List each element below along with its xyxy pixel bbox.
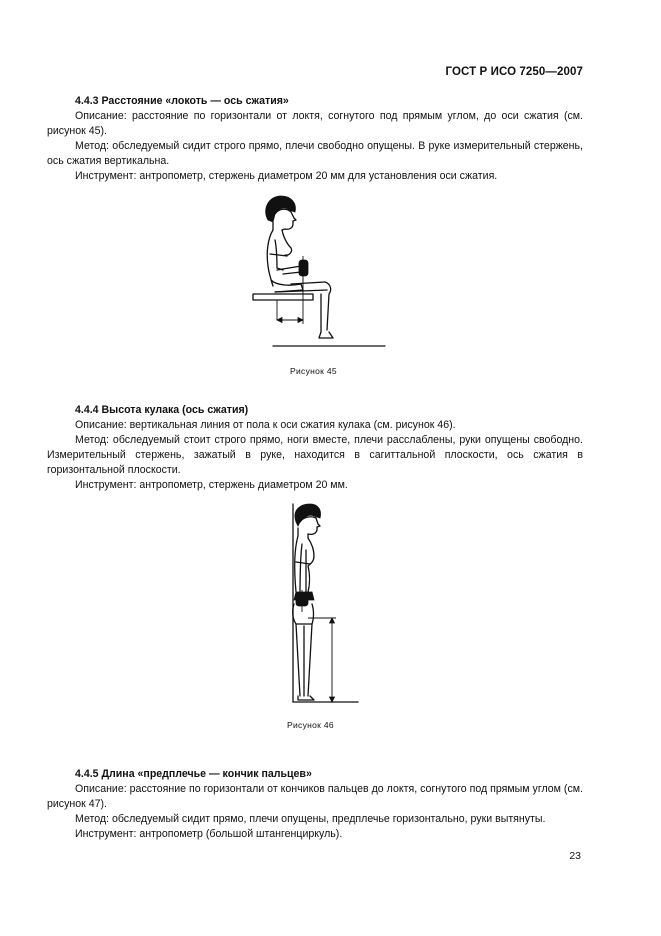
figure-46-hair	[295, 504, 321, 526]
section-instrument: Инструмент: антропометр (большой штангенциркуль).	[75, 828, 343, 840]
section-instrument: Инструмент: антропометр, стержень диаметром 20 мм.	[75, 479, 348, 491]
figure-45-caption: Рисунок 45	[290, 366, 337, 376]
figure-45-fist	[299, 260, 308, 276]
figure-46-illustration	[270, 500, 380, 710]
section-4-4-4	[47, 403, 583, 493]
section-heading: 4.4.4 Высота кулака (ось сжатия)	[75, 404, 249, 416]
page-number: 23	[569, 850, 581, 862]
figure-45-hair	[266, 196, 296, 222]
section-heading: 4.4.5 Длина «предплечье — кончик пальцев»	[75, 768, 312, 780]
section-method: Метод: обследуемый сидит строго прямо, плечи свободно опущены. В руке измерительный стержень, ось сжатия вертикальна.	[47, 140, 583, 167]
section-method: Метод: обследуемый сидит прямо, плечи опущены, предплечье горизонтально, руки вытянуты.	[75, 813, 546, 825]
section-4-4-5	[47, 767, 583, 842]
section-method: Метод: обследуемый стоит строго прямо, ноги вместе, плечи расслаблены, руки опущены свободно. Измерительный стержень, зажатый в руке, находится в сагиттальной плоскости, ось сжатия в горизонтальной плоскости.	[47, 434, 583, 476]
section-description: Описание: расстояние по горизонтали от кончиков пальцев до локтя, согнутого под прямым углом (см. рисунок 47).	[47, 783, 583, 810]
section-instrument: Инструмент: антропометр, стержень диаметром 20 мм для установления оси сжатия.	[75, 170, 498, 182]
section-heading: 4.4.3 Расстояние «локоть — ось сжатия»	[75, 95, 289, 107]
section-4-4-3	[47, 94, 583, 184]
section-description: Описание: расстояние по горизонтали от локтя, согнутого под прямым углом, до оси сжатия (см. рисунок 45).	[47, 110, 583, 137]
section-description: Описание: вертикальная линия от пола к оси сжатия кулака (см. рисунок 46).	[75, 419, 456, 431]
figure-46-caption: Рисунок 46	[287, 720, 334, 730]
figure-45-illustration	[235, 190, 395, 355]
document-header: ГОСТ Р ИСО 7250—2007	[445, 66, 583, 78]
